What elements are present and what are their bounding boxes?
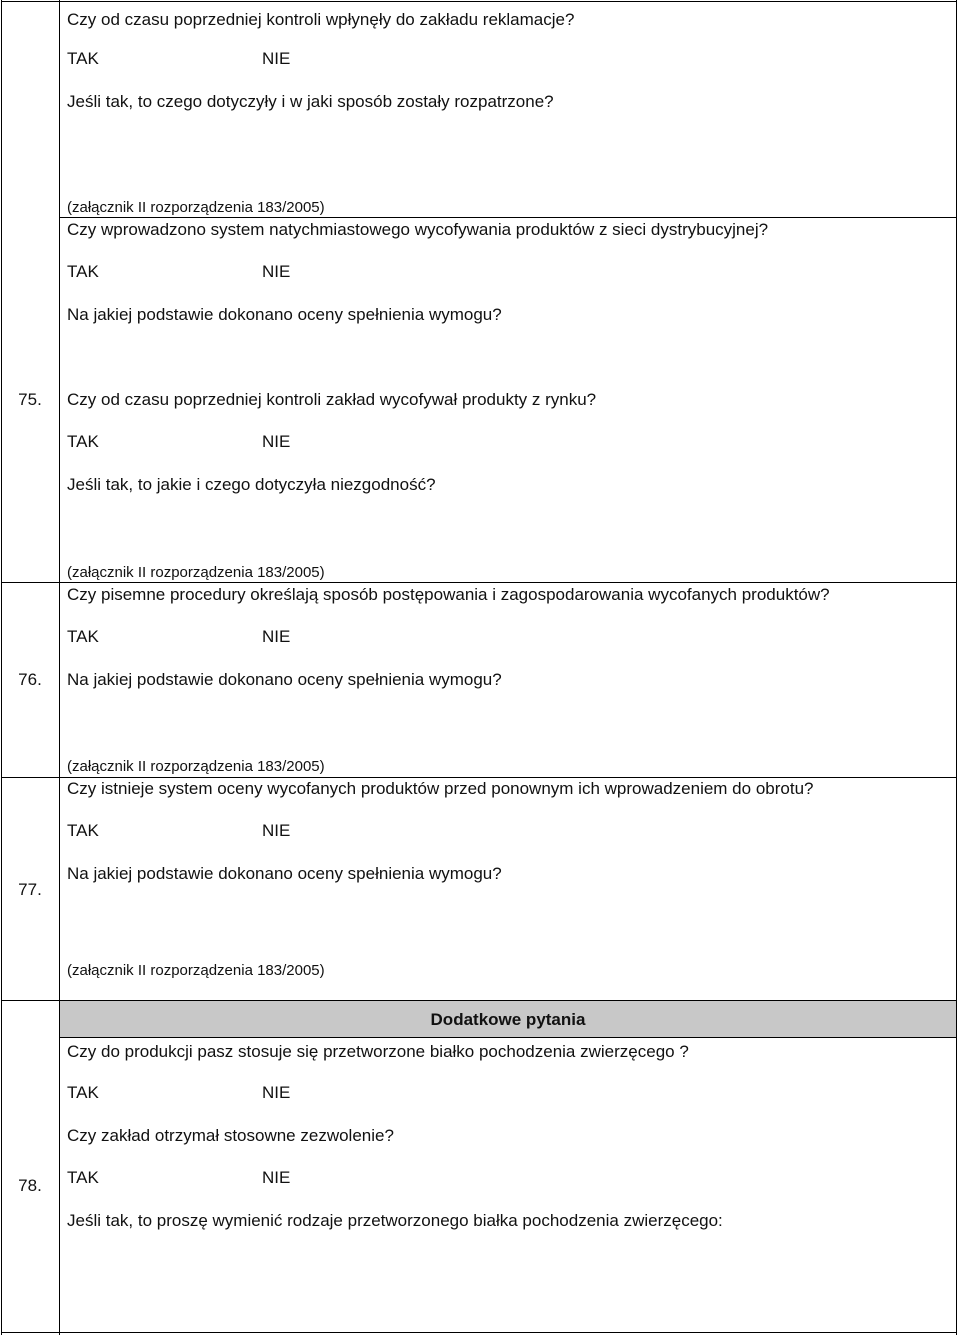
answer-yes[interactable]: TAK: [67, 262, 99, 281]
table-border-left: [1, 0, 2, 1335]
followup-question: Jeśli tak, to czego dotyczyły i w jaki sposób zostały rozpatrzone?: [67, 92, 554, 111]
answer-yes[interactable]: TAK: [67, 432, 99, 451]
regulation-reference: (załącznik II rozporządzenia 183/2005): [67, 962, 325, 979]
question-text: Czy wprowadzono system natychmiastowego wycofywania produktów z sieci dystrybucyjnej?: [67, 220, 769, 239]
regulation-reference: (załącznik II rozporządzenia 183/2005): [67, 199, 325, 216]
answer-no[interactable]: NIE: [262, 49, 291, 68]
row-divider: [59, 1037, 957, 1038]
row-divider: [1, 777, 957, 778]
question-text: Czy do produkcji pasz stosuje się przetworzone białko pochodzenia zwierzęcego ?: [67, 1042, 689, 1061]
answer-no[interactable]: NIE: [262, 432, 291, 451]
question-text: Czy od czasu poprzedniej kontroli wpłynęły do zakładu reklamacje?: [67, 10, 575, 29]
answer-no[interactable]: NIE: [262, 1083, 291, 1102]
answer-yes[interactable]: TAK: [67, 1168, 99, 1187]
table-column-divider: [59, 0, 60, 1335]
answer-yes[interactable]: TAK: [67, 627, 99, 646]
followup-question: Na jakiej podstawie dokonano oceny spełnienia wymogu?: [67, 670, 502, 689]
answer-yes[interactable]: TAK: [67, 1083, 99, 1102]
answer-no[interactable]: NIE: [262, 627, 291, 646]
question-text: Czy pisemne procedury określają sposób postępowania i zagospodarowania wycofanych produktów?: [67, 585, 830, 604]
answer-no[interactable]: NIE: [262, 821, 291, 840]
question-number: 77.: [18, 880, 42, 899]
question-text: Czy istnieje system oceny wycofanych produktów przed ponownym ich wprowadzeniem do obrotu?: [67, 779, 814, 798]
followup-question: Na jakiej podstawie dokonano oceny spełnienia wymogu?: [67, 305, 502, 324]
regulation-reference: (załącznik II rozporządzenia 183/2005): [67, 758, 325, 775]
question-number: 75.: [18, 390, 42, 409]
question-text: Czy od czasu poprzedniej kontroli zakład wycofywał produkty z rynku?: [67, 390, 597, 409]
question-number: 78.: [18, 1176, 42, 1195]
answer-yes[interactable]: TAK: [67, 49, 99, 68]
question-text: Czy zakład otrzymał stosowne zezwolenie?: [67, 1126, 394, 1145]
table-border-right: [956, 0, 957, 1335]
table-border-top: [1, 1, 957, 2]
followup-question: Jeśli tak, to proszę wymienić rodzaje przetworzonego białka pochodzenia zwierzęcego:: [67, 1211, 723, 1230]
answer-yes[interactable]: TAK: [67, 821, 99, 840]
question-number: 76.: [18, 670, 42, 689]
followup-question: Na jakiej podstawie dokonano oceny spełnienia wymogu?: [67, 864, 502, 883]
regulation-reference: (załącznik II rozporządzenia 183/2005): [67, 564, 325, 581]
answer-no[interactable]: NIE: [262, 1168, 291, 1187]
answer-no[interactable]: NIE: [262, 262, 291, 281]
section-header: Dodatkowe pytania: [430, 1010, 586, 1029]
followup-question: Jeśli tak, to jakie i czego dotyczyła niezgodność?: [67, 475, 436, 494]
table-border-bottom: [1, 1332, 957, 1333]
